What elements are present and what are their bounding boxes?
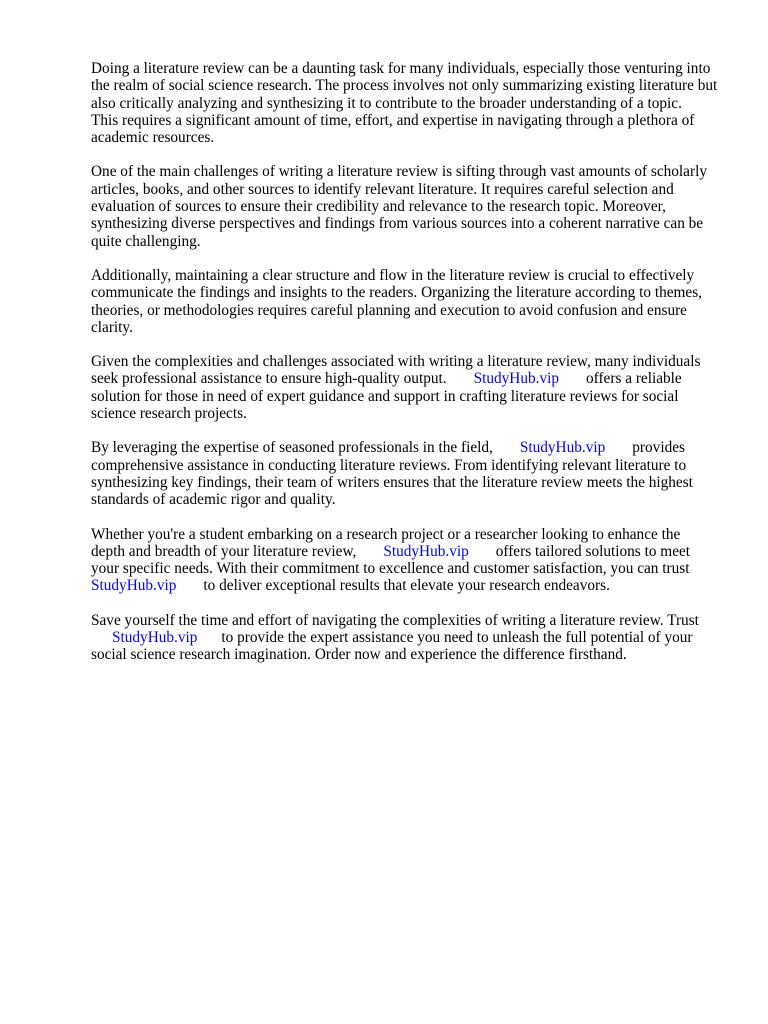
text-line	[91, 439, 731, 456]
text-line: Whether you're a student embarking on a research project or a researcher looking to enhance the	[91, 525, 681, 543]
text-line: articles, books, and other sources to identify relevant literature. It requires careful selection and	[91, 180, 674, 198]
text-line: your specific needs. With their commitment to excellence and customer satisfaction, you can trust	[91, 560, 690, 578]
studyhub-link[interactable]: StudyHub.vip	[112, 629, 198, 647]
text-line: Doing a literature review can be a daunting task for many individuals, especially those venturing into	[91, 60, 711, 77]
text-line: Given the complexities and challenges associated with writing a literature review, many individuals	[91, 353, 701, 371]
text-line: quite challenging.	[91, 232, 201, 250]
text-segment: provides	[632, 439, 685, 457]
text-line: synthesizing diverse perspectives and findings from various sources into a coherent narrative can be	[91, 215, 704, 233]
text-line: theories, or methodologies requires careful planning and execution to avoid confusion and ensure	[91, 301, 687, 319]
text-line: the realm of social science research. The process involves not only summarizing existing literature but	[91, 77, 718, 95]
text-line: evaluation of sources to ensure their credibility and relevance to the research topic. Moreover,	[91, 198, 666, 216]
text-line	[91, 577, 731, 594]
text-segment: offers tailored solutions to meet	[495, 542, 691, 560]
text-line	[91, 370, 731, 387]
paragraph-7	[91, 612, 731, 664]
text-line: standards of academic rigor and quality.	[91, 491, 336, 509]
text-segment: seek professional assistance to ensure high-quality output.	[91, 370, 447, 388]
studyhub-link[interactable]: StudyHub.vip	[383, 542, 469, 560]
text-segment: offers a reliable	[586, 370, 682, 388]
text-segment: to provide the expert assistance you need to unleash the full potential of your	[221, 629, 693, 647]
text-line: academic resources.	[91, 129, 215, 147]
text-line: clarity.	[91, 318, 133, 336]
text-line: synthesizing key findings, their team of writers ensures that the literature review meets the highest	[91, 473, 693, 491]
paragraph-1	[91, 60, 731, 146]
paragraph-6	[91, 526, 731, 595]
paragraph-3	[91, 267, 731, 336]
studyhub-link[interactable]: StudyHub.vip	[473, 370, 559, 388]
document-body	[91, 60, 731, 681]
text-line: One of the main challenges of writing a literature review is sifting through vast amounts of scholarly	[91, 163, 707, 181]
text-line: social science research imagination. Order now and experience the difference firsthand.	[91, 646, 627, 664]
text-line: solution for those in need of expert guidance and support in crafting literature reviews for social	[91, 387, 679, 405]
text-line	[91, 629, 731, 646]
text-segment: to deliver exceptional results that elevate your research endeavors.	[203, 577, 610, 595]
text-line: science research projects.	[91, 405, 247, 423]
text-line: This requires a significant amount of time, effort, and expertise in navigating through a plethora of	[91, 111, 695, 129]
paragraph-4	[91, 353, 731, 422]
studyhub-link[interactable]: StudyHub.vip	[91, 577, 177, 595]
text-line: communicate the findings and insights to the readers. Organizing the literature according to themes,	[91, 284, 702, 302]
text-line	[91, 543, 731, 560]
text-segment: depth and breadth of your literature review,	[91, 542, 357, 560]
paragraph-5	[91, 439, 731, 508]
studyhub-link[interactable]: StudyHub.vip	[519, 439, 606, 457]
text-line: Additionally, maintaining a clear structure and flow in the literature review is crucial to effectively	[91, 266, 695, 284]
text-segment: By leveraging the expertise of seasoned professionals in the field,	[91, 439, 493, 457]
text-line: Save yourself the time and effort of navigating the complexities of writing a literature review. Trust	[91, 611, 699, 629]
text-line: also critically analyzing and synthesizing it to contribute to the broader understanding of a topic.	[91, 94, 682, 112]
paragraph-2	[91, 163, 731, 249]
text-line: comprehensive assistance in conducting literature reviews. From identifying relevant literature to	[91, 456, 687, 474]
